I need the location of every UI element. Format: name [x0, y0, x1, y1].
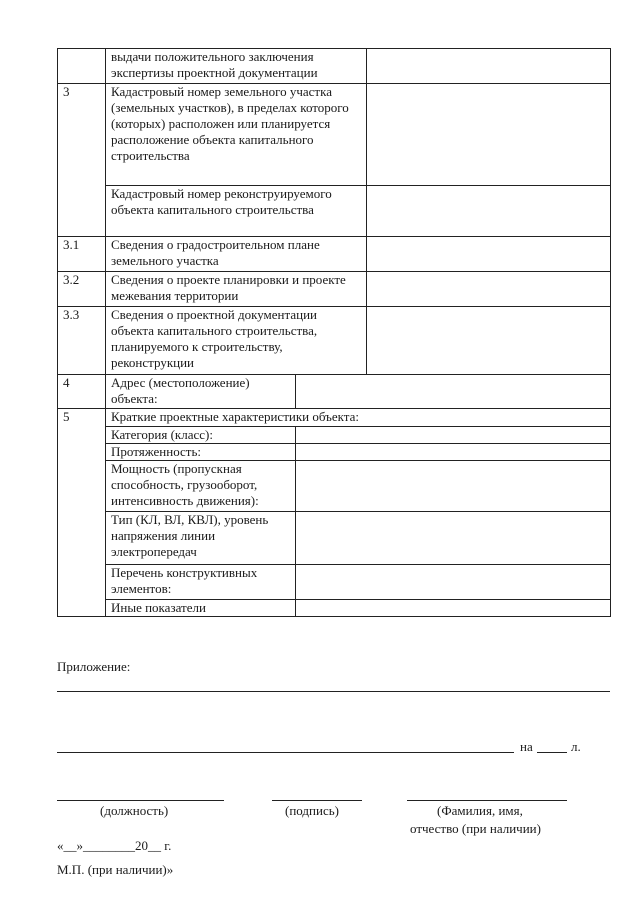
value-cell[interactable] [296, 461, 611, 512]
table-row [58, 237, 611, 272]
application-form-table [57, 48, 611, 617]
position-line[interactable] [57, 800, 224, 801]
table-row [58, 427, 611, 444]
name-caption-line1: (Фамилия, имя, [437, 803, 523, 818]
row-label: Сведения о проекте планировки и проекте межевания территории [106, 272, 367, 307]
row-label: Мощность (пропускная способность, грузооборот, интенсивность движения): [106, 461, 296, 512]
value-cell[interactable] [296, 512, 611, 565]
value-cell[interactable] [296, 427, 611, 444]
table-row [58, 600, 611, 617]
row-number: 3.2 [58, 272, 106, 307]
row-label: Тип (КЛ, ВЛ, КВЛ), уровень напряжения линии электропередач [106, 512, 296, 565]
na-label: на [520, 739, 533, 754]
value-cell[interactable] [367, 186, 611, 237]
row-number: 3.1 [58, 237, 106, 272]
value-cell[interactable] [296, 375, 611, 409]
value-cell[interactable] [367, 84, 611, 186]
signature-caption: (подпись) [285, 803, 339, 818]
date-line[interactable]: «__»________20__ г. [57, 838, 172, 853]
row-label: Протяженность: [106, 444, 296, 461]
sheets-label: л. [571, 739, 581, 754]
sheet-count-line[interactable] [537, 752, 567, 753]
table-row [58, 512, 611, 565]
row-label: Адрес (местоположение) объекта: [106, 375, 296, 409]
table-row [58, 186, 611, 237]
value-cell[interactable] [367, 237, 611, 272]
table-row [58, 409, 611, 427]
appendix-line-2[interactable] [57, 752, 514, 753]
row-number: 4 [58, 375, 106, 409]
appendix-label: Приложение: [57, 659, 131, 674]
table-row [58, 84, 611, 186]
row-label: Сведения о градостроительном плане земельного участка [106, 237, 367, 272]
value-cell[interactable] [296, 565, 611, 600]
value-cell[interactable] [367, 307, 611, 375]
signature-line[interactable] [272, 800, 362, 801]
table-row [58, 272, 611, 307]
row-number: 3.3 [58, 307, 106, 375]
table-row [58, 375, 611, 409]
table-row [58, 49, 611, 84]
row-number: 5 [58, 409, 106, 617]
row-label: выдачи положительного заключения экспертизы проектной документации [106, 49, 367, 84]
row-number: 3 [58, 84, 106, 237]
section-header: Краткие проектные характеристики объекта: [106, 409, 611, 427]
row-label: Категория (класс): [106, 427, 296, 444]
appendix-line-1[interactable] [57, 691, 610, 692]
table-row [58, 461, 611, 512]
name-line[interactable] [407, 800, 567, 801]
row-label: Кадастровый номер земельного участка (земельных участков), в пределах которого (которых) расположен или планируется расположение объекта капитального строительства [106, 84, 367, 186]
row-label: Кадастровый номер реконструируемого объекта капитального строительства [106, 186, 367, 237]
table-row [58, 565, 611, 600]
table-row [58, 444, 611, 461]
value-cell[interactable] [367, 272, 611, 307]
value-cell[interactable] [296, 600, 611, 617]
position-caption: (должность) [100, 803, 169, 818]
seal-label: М.П. (при наличии)» [57, 862, 174, 877]
row-label: Перечень конструктивных элементов: [106, 565, 296, 600]
table-row [58, 307, 611, 375]
row-label: Иные показатели [106, 600, 296, 617]
row-label: Сведения о проектной документации объекта капитального строительства, планируемого к строительству, реконструкции [106, 307, 367, 375]
value-cell[interactable] [367, 49, 611, 84]
value-cell[interactable] [296, 444, 611, 461]
name-caption-line2: отчество (при наличии) [410, 821, 541, 836]
